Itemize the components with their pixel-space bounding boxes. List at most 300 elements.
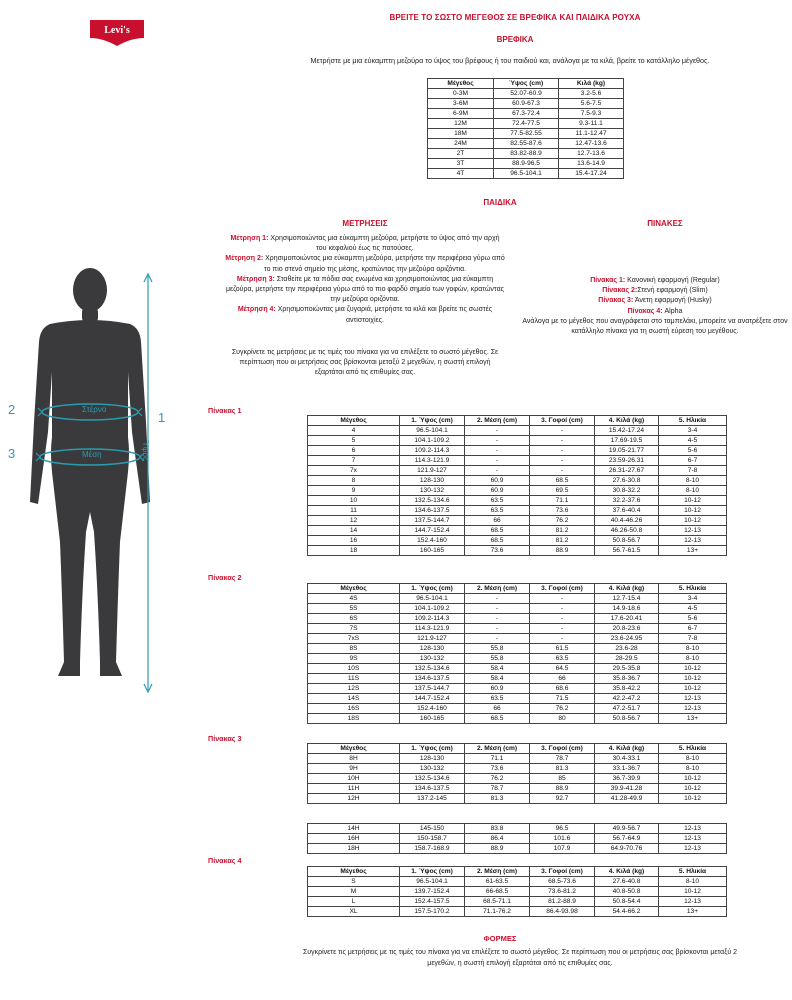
table-cell: 0-3M xyxy=(428,89,494,99)
table-cell: 18S xyxy=(308,714,400,724)
col-header: Κιλά (kg) xyxy=(559,79,624,89)
table-cell: 17.6-20.41 xyxy=(595,614,659,624)
table-cell: 13+ xyxy=(659,546,727,556)
table-cell: 101.6 xyxy=(530,834,595,844)
measurement-item: Μέτρηση 3: Σταθείτε με τα πόδια σας ενωμένα και χρησιμοποιώντας μια εύκαμπτη μεζούρα, μετρήστε την περιφέρεια γύρω από το πιο φαρδύ σημείο των γοφών, κρατώντας την μεζούρα οριζόντια. xyxy=(225,275,505,304)
table-cell: 17.69-19.5 xyxy=(595,436,659,446)
table-cell: - xyxy=(465,594,530,604)
table-row xyxy=(308,546,727,556)
table-row xyxy=(308,634,727,644)
table-cell: 4-5 xyxy=(659,604,727,614)
table-cell: 5-6 xyxy=(659,446,727,456)
size-table-3-extended xyxy=(307,823,727,854)
table-cell: 6-9M xyxy=(428,109,494,119)
table-cell: - xyxy=(465,436,530,446)
table-row xyxy=(308,774,727,784)
table-cell: 64.5 xyxy=(530,664,595,674)
marker-3: 3 xyxy=(8,446,16,461)
table-cell: 10 xyxy=(308,496,400,506)
table-cell: 78.7 xyxy=(465,784,530,794)
table-cell: 130-132 xyxy=(400,654,465,664)
table-cell: S xyxy=(308,877,400,887)
table-cell: 68.5 xyxy=(465,526,530,536)
table-cell: 68.5 xyxy=(530,476,595,486)
table-cell: 52.07-60.9 xyxy=(494,89,559,99)
col-header: 3. Γοφοί (cm) xyxy=(530,584,595,594)
size-table-1 xyxy=(307,415,727,556)
table-cell: 121.9-127 xyxy=(400,466,465,476)
table-cell: 137.5-144.7 xyxy=(400,516,465,526)
table-row xyxy=(308,694,727,704)
table-cell: 35.8-42.2 xyxy=(595,684,659,694)
table-cell: 7.5-9.3 xyxy=(559,109,624,119)
table-row xyxy=(308,436,727,446)
table-cell: 80 xyxy=(530,714,595,724)
table-row xyxy=(428,89,624,99)
table-cell: 88.9-96.5 xyxy=(494,159,559,169)
table-row xyxy=(308,516,727,526)
marker-2: 2 xyxy=(8,402,16,417)
fits-text: Συγκρίνετε τις μετρήσεις με τις τιμές του πίνακα για να επιλέξετε το σωστό μέγεθος. Σε περίπτωση που οι μετρήσεις σας βρίσκονται μεταξύ 2 μεγεθών, η σωστή επιλογή εξαρτάται από τις επιθυμίες σας. xyxy=(302,949,738,967)
table1-label: Πίνακας 1 xyxy=(208,406,242,415)
table-cell: 134.6-137.5 xyxy=(400,674,465,684)
table-cell: 12-13 xyxy=(659,897,727,907)
table-cell: 60.9-67.3 xyxy=(494,99,559,109)
size-table-3 xyxy=(307,743,727,804)
table-cell: 10-12 xyxy=(659,784,727,794)
table-cell: 109.2-114.3 xyxy=(400,614,465,624)
table-cell: 88.9 xyxy=(530,546,595,556)
table-cell: 96.5-104.1 xyxy=(494,169,559,179)
table-row xyxy=(308,764,727,774)
table-cell: 14 xyxy=(308,526,400,536)
table-cell: - xyxy=(465,426,530,436)
table-cell: 68.5 xyxy=(465,714,530,724)
table-row xyxy=(308,754,727,764)
table-cell: 54.4-66.2 xyxy=(595,907,659,917)
table-cell: - xyxy=(465,604,530,614)
table-cell: 35.8-36.7 xyxy=(595,674,659,684)
col-header: Μέγεθος xyxy=(308,744,400,754)
table-cell: 71.1-76.2 xyxy=(465,907,530,917)
table-cell: 8-10 xyxy=(659,644,727,654)
table-row xyxy=(308,604,727,614)
page-title: ΒΡΕΙΤΕ ΤΟ ΣΩΣΤΟ ΜΕΓΕΘΟΣ ΣΕ ΒΡΕΦΙΚΑ ΚΑΙ ΠΑΙΔΙΚΑ ΡΟΥΧΑ xyxy=(389,13,641,22)
table-cell: 23.59-26.31 xyxy=(595,456,659,466)
table-cell: 9S xyxy=(308,654,400,664)
body-silhouette xyxy=(30,268,150,676)
table-cell: 50.8-56.7 xyxy=(595,536,659,546)
table-cell: 26.31-27.67 xyxy=(595,466,659,476)
table-cell: 58.4 xyxy=(465,674,530,684)
table-cell: 63.5 xyxy=(465,506,530,516)
table-cell: 3-4 xyxy=(659,426,727,436)
measurements-list xyxy=(225,234,505,326)
table-cell: 78.7 xyxy=(530,754,595,764)
table-cell: 132.5-134.6 xyxy=(400,774,465,784)
height-label: Ύψος xyxy=(141,440,150,461)
col-header: 2. Μέση (cm) xyxy=(465,867,530,877)
table-cell: L xyxy=(308,897,400,907)
table-row xyxy=(308,426,727,436)
table-cell: 7x xyxy=(308,466,400,476)
table-cell: 12-13 xyxy=(659,834,727,844)
table-row xyxy=(308,907,727,917)
table-cell: 63.5 xyxy=(530,654,595,664)
col-header: 1. Ύψος (cm) xyxy=(400,744,465,754)
table-cell: 49.9-56.7 xyxy=(595,824,659,834)
table-cell: - xyxy=(530,466,595,476)
table-cell: 8-10 xyxy=(659,654,727,664)
table-cell: 3.2-5.6 xyxy=(559,89,624,99)
table-cell: 28-29.5 xyxy=(595,654,659,664)
table-cell: 8H xyxy=(308,754,400,764)
table-cell: 27.6-40.8 xyxy=(595,877,659,887)
baby-heading: ΒΡΕΦΙΚΑ xyxy=(496,35,534,44)
table-cell: 152.4-160 xyxy=(400,536,465,546)
table-cell: 71.1 xyxy=(465,754,530,764)
table-row xyxy=(428,129,624,139)
table-cell: 128-130 xyxy=(400,476,465,486)
tables-heading: ΠΙΝΑΚΕΣ xyxy=(647,219,683,228)
table-cell: 50.8-56.7 xyxy=(595,714,659,724)
table-cell: 86.4-93.98 xyxy=(530,907,595,917)
table-cell: 137.5-144.7 xyxy=(400,684,465,694)
table-cell: 88.9 xyxy=(465,844,530,854)
table-cell: 60.9 xyxy=(465,486,530,496)
table-cell: - xyxy=(465,456,530,466)
table-cell: 128-130 xyxy=(400,754,465,764)
table-cell: 11S xyxy=(308,674,400,684)
table-cell: 10-12 xyxy=(659,516,727,526)
table-row xyxy=(308,456,727,466)
table-cell: 160-165 xyxy=(400,714,465,724)
table-cell: 96.5-104.1 xyxy=(400,877,465,887)
table-cell: 13+ xyxy=(659,714,727,724)
table-cell: 56.7-61.5 xyxy=(595,546,659,556)
table-cell: 7-8 xyxy=(659,466,727,476)
table-cell: 81.2-88.9 xyxy=(530,897,595,907)
table-cell: XL xyxy=(308,907,400,917)
col-header: 5. Ηλικία xyxy=(659,416,727,426)
table-cell: 12-13 xyxy=(659,526,727,536)
table-cell: 37.6-40.4 xyxy=(595,506,659,516)
table-cell: 50.8-54.4 xyxy=(595,897,659,907)
levis-logo xyxy=(88,18,146,48)
table-cell: 8-10 xyxy=(659,877,727,887)
table-cell: 76.2 xyxy=(465,774,530,784)
table-row xyxy=(308,674,727,684)
table-cell: 13+ xyxy=(659,907,727,917)
tables-note: Ανάλογα με το μέγεθος που αναγράφεται στο ταμπελάκι, μπορείτε να ανατρέξετε στον κατάλληλο πίνακα για τη σωστή εύρεση του μεγέθους. xyxy=(522,317,788,336)
table-cell: 32.2-37.6 xyxy=(595,496,659,506)
table-legend-item: Πίνακας 1: Κανονική εφαρμογή (Regular) xyxy=(590,277,720,284)
col-header: 5. Ηλικία xyxy=(659,867,727,877)
table-cell: 14S xyxy=(308,694,400,704)
col-header: 3. Γοφοί (cm) xyxy=(530,867,595,877)
table-row xyxy=(308,644,727,654)
table-cell: 8-10 xyxy=(659,476,727,486)
table-cell: 114.3-121.9 xyxy=(400,456,465,466)
table-cell: 8S xyxy=(308,644,400,654)
col-header: 3. Γοφοί (cm) xyxy=(530,416,595,426)
table-cell: 66-68.5 xyxy=(465,887,530,897)
table-row xyxy=(308,834,727,844)
col-header: 1. Ύψος (cm) xyxy=(400,416,465,426)
table-cell: 10H xyxy=(308,774,400,784)
table-cell: 12-13 xyxy=(659,824,727,834)
table-cell: 12.47-13.6 xyxy=(559,139,624,149)
table-row xyxy=(308,844,727,854)
col-header: Μέγεθος xyxy=(308,584,400,594)
col-header: 4. Κιλά (kg) xyxy=(595,584,659,594)
table-cell: 10-12 xyxy=(659,887,727,897)
table-cell: 81.2 xyxy=(530,536,595,546)
table-cell: 55.8 xyxy=(465,654,530,664)
table-cell: 160-165 xyxy=(400,546,465,556)
table-cell: 92.7 xyxy=(530,794,595,804)
table-row xyxy=(308,877,727,887)
table-cell: 130-132 xyxy=(400,764,465,774)
table-cell: 39.9-41.28 xyxy=(595,784,659,794)
table-cell: 4 xyxy=(308,426,400,436)
table-cell: 7xS xyxy=(308,634,400,644)
table-cell: 60.9 xyxy=(465,476,530,486)
table-cell: 144.7-152.4 xyxy=(400,526,465,536)
table-row xyxy=(308,784,727,794)
table-cell: - xyxy=(530,614,595,624)
table-row xyxy=(308,476,727,486)
table-cell: 23.6-24.95 xyxy=(595,634,659,644)
measurement-item: Μέτρηση 4: Χρησιμοποιώντας μια ζυγαριά, μετρήστε τα κιλά και βρείτε τις σωστές αντιστοιχίες. xyxy=(237,306,493,324)
table-cell: 109.2-114.3 xyxy=(400,446,465,456)
table-cell: 72.4-77.5 xyxy=(494,119,559,129)
table-cell: 30.8-32.2 xyxy=(595,486,659,496)
table-cell: 42.2-47.2 xyxy=(595,694,659,704)
col-header: 1. Ύψος (cm) xyxy=(400,867,465,877)
fits-heading: ΦΟΡΜΕΣ xyxy=(483,934,517,943)
table-cell: 85 xyxy=(530,774,595,784)
table-cell: 36.7-39.9 xyxy=(595,774,659,784)
table-cell: 4S xyxy=(308,594,400,604)
table-cell: 18 xyxy=(308,546,400,556)
table-cell: 66 xyxy=(530,674,595,684)
table-cell: - xyxy=(530,594,595,604)
table-row xyxy=(308,594,727,604)
table-cell: 5.6-7.5 xyxy=(559,99,624,109)
table-row xyxy=(308,897,727,907)
col-header: 4. Κιλά (kg) xyxy=(595,416,659,426)
table-cell: 10-12 xyxy=(659,664,727,674)
table-cell: 158.7-168.9 xyxy=(400,844,465,854)
table-cell: - xyxy=(530,604,595,614)
table-legend-item: Πίνακας 2:Στενή εφαρμογή (Slim) xyxy=(602,287,708,295)
table-cell: 12-13 xyxy=(659,844,727,854)
measurement-item: Μέτρηση 1: Χρησιμοποιώντας μια εύκαμπτη μεζούρα, μετρήστε το ύψος από την αρχή του κεφαλιού έως τις πατούσες. xyxy=(230,235,500,253)
table-cell: 61-63.5 xyxy=(465,877,530,887)
table-cell: 139.7-152.4 xyxy=(400,887,465,897)
table-cell: 40.8-50.8 xyxy=(595,887,659,897)
table-cell: 6 xyxy=(308,446,400,456)
table-cell: 5S xyxy=(308,604,400,614)
table-row xyxy=(308,486,727,496)
table-cell: 11H xyxy=(308,784,400,794)
table-cell: 6S xyxy=(308,614,400,624)
table-cell: 27.6-30.8 xyxy=(595,476,659,486)
table-cell: - xyxy=(530,634,595,644)
table-row xyxy=(308,714,727,724)
kids-heading: ΠΑΙΔΙΚΑ xyxy=(483,198,517,207)
table-cell: 73.6 xyxy=(465,764,530,774)
table-cell: 10-12 xyxy=(659,506,727,516)
table-cell: 11 xyxy=(308,506,400,516)
table-row xyxy=(428,169,624,179)
table-row xyxy=(308,614,727,624)
table-cell: - xyxy=(465,624,530,634)
table-cell: 8-10 xyxy=(659,486,727,496)
table-row xyxy=(308,536,727,546)
table-cell: 12M xyxy=(428,119,494,129)
table-cell: - xyxy=(465,634,530,644)
table-cell: 15.42-17.24 xyxy=(595,426,659,436)
table-cell: 6-7 xyxy=(659,456,727,466)
table-cell: 68.5 xyxy=(465,536,530,546)
table-cell: 96.5-104.1 xyxy=(400,426,465,436)
table-cell: 96.5-104.1 xyxy=(400,594,465,604)
table-cell: 4-5 xyxy=(659,436,727,446)
table-cell: 46.26-50.8 xyxy=(595,526,659,536)
table-cell: 9H xyxy=(308,764,400,774)
table-cell: 134.6-137.5 xyxy=(400,784,465,794)
table-cell: 12-13 xyxy=(659,536,727,546)
table-cell: 132.5-134.6 xyxy=(400,664,465,674)
table-cell: 150-158.7 xyxy=(400,834,465,844)
table-cell: 66 xyxy=(465,704,530,714)
table-row xyxy=(308,506,727,516)
table-cell: 30.4-33.1 xyxy=(595,754,659,764)
table-cell: 145-150 xyxy=(400,824,465,834)
table-cell: 8-10 xyxy=(659,754,727,764)
table-cell: 67.3-72.4 xyxy=(494,109,559,119)
table-cell: 3-4 xyxy=(659,594,727,604)
table-cell: 68.6 xyxy=(530,684,595,694)
chest-label: Στέρνο xyxy=(82,405,107,414)
table-cell: 68.5-73.6 xyxy=(530,877,595,887)
table-cell: - xyxy=(530,436,595,446)
table-row xyxy=(308,446,727,456)
col-header: Μέγεθος xyxy=(308,867,400,877)
table-cell: - xyxy=(465,614,530,624)
table4-label: Πίνακας 4 xyxy=(208,856,242,865)
table-cell: 11.1-12.47 xyxy=(559,129,624,139)
table-cell: 63.5 xyxy=(465,496,530,506)
table-cell: 66 xyxy=(465,516,530,526)
table-cell: 7-8 xyxy=(659,634,727,644)
child-figure xyxy=(0,262,200,702)
table-cell: 3-6M xyxy=(428,99,494,109)
table-cell: 144.7-152.4 xyxy=(400,694,465,704)
table-cell: 73.6 xyxy=(530,506,595,516)
size-table-4 xyxy=(307,866,727,917)
table-cell: 12H xyxy=(308,794,400,804)
table-cell: 64.9-70.76 xyxy=(595,844,659,854)
table-cell: 15.4-17.24 xyxy=(559,169,624,179)
table-cell: 8 xyxy=(308,476,400,486)
table-cell: 61.5 xyxy=(530,644,595,654)
table-row xyxy=(428,159,624,169)
table-cell: 18H xyxy=(308,844,400,854)
table-row xyxy=(308,654,727,664)
table-cell: 121.9-127 xyxy=(400,634,465,644)
intro-text: Μετρήστε με μια εύκαμπτη μεζούρα το ύψος του βρέφους ή του παιδιού και, ανάλογα με τα κιλά, βρείτε το κατάλληλο μέγεθος. xyxy=(310,56,710,65)
table-cell: 104.1-109.2 xyxy=(400,436,465,446)
table3-label: Πίνακας 3 xyxy=(208,734,242,743)
table-row xyxy=(428,99,624,109)
table-cell: - xyxy=(465,446,530,456)
table-cell: 12-13 xyxy=(659,694,727,704)
table-cell: 13.6-14.9 xyxy=(559,159,624,169)
col-header: 1. Ύψος (cm) xyxy=(400,584,465,594)
table-cell: 7 xyxy=(308,456,400,466)
table-cell: 10-12 xyxy=(659,684,727,694)
table-cell: 12.7-15.4 xyxy=(595,594,659,604)
table-row xyxy=(308,887,727,897)
table-cell: 8-10 xyxy=(659,764,727,774)
table-cell: 10S xyxy=(308,664,400,674)
table-cell: 73.6-81.2 xyxy=(530,887,595,897)
baby-size-table xyxy=(427,78,624,179)
table-cell: 137.2-145 xyxy=(400,794,465,804)
table-cell: - xyxy=(530,426,595,436)
table-legend-item: Πίνακας 3: Άνετη εφαρμογή (Husky) xyxy=(598,297,712,305)
table-cell: - xyxy=(530,456,595,466)
table-cell: 33.1-36.7 xyxy=(595,764,659,774)
table-row xyxy=(428,119,624,129)
table-cell: 132.5-134.6 xyxy=(400,496,465,506)
table-cell: 107.9 xyxy=(530,844,595,854)
table-cell: 104.1-109.2 xyxy=(400,604,465,614)
table-cell: 55.8 xyxy=(465,644,530,654)
table-cell: 73.6 xyxy=(465,546,530,556)
col-header: Μέγεθος xyxy=(308,416,400,426)
table-cell: 114.3-121.9 xyxy=(400,624,465,634)
table-cell: 152.4-160 xyxy=(400,704,465,714)
table-cell: 134.6-137.5 xyxy=(400,506,465,516)
col-header: 2. Μέση (cm) xyxy=(465,744,530,754)
table-cell: 71.1 xyxy=(530,496,595,506)
table-row xyxy=(308,664,727,674)
col-header: 4. Κιλά (kg) xyxy=(595,867,659,877)
table-cell: 60.9 xyxy=(465,684,530,694)
table-cell: 12 xyxy=(308,516,400,526)
table-row xyxy=(308,526,727,536)
measurement-item: Μέτρηση 2: Χρησιμοποιώντας μια εύκαμπτη μεζούρα, μετρήστε την περιφέρεια γύρω από το πιο στενό σημείο της μέσης, κρατώντας την μεζούρα οριζόντια. xyxy=(225,255,505,273)
size-table-2 xyxy=(307,583,727,724)
col-header: 3. Γοφοί (cm) xyxy=(530,744,595,754)
table-cell: 69.5 xyxy=(530,486,595,496)
measurements-note: Συγκρίνετε τις μετρήσεις με τις τιμές του πίνακα για να επιλέξετε το σωστό μέγεθος. Σε περίπτωση που οι μετρήσεις σας βρίσκονται μεταξύ 2 μεγεθών, η σωστή επιλογή εξαρτάται από τις επιθυμίες σας. xyxy=(231,349,499,377)
table-cell: M xyxy=(308,887,400,897)
table-cell: 81.2 xyxy=(530,526,595,536)
table-row xyxy=(308,794,727,804)
table-cell: 68.5-71.1 xyxy=(465,897,530,907)
table-cell: 81.3 xyxy=(530,764,595,774)
table-cell: 10-12 xyxy=(659,496,727,506)
col-header: 4. Κιλά (kg) xyxy=(595,744,659,754)
table-cell: - xyxy=(465,466,530,476)
table-cell: 4T xyxy=(428,169,494,179)
table-cell: 16H xyxy=(308,834,400,844)
